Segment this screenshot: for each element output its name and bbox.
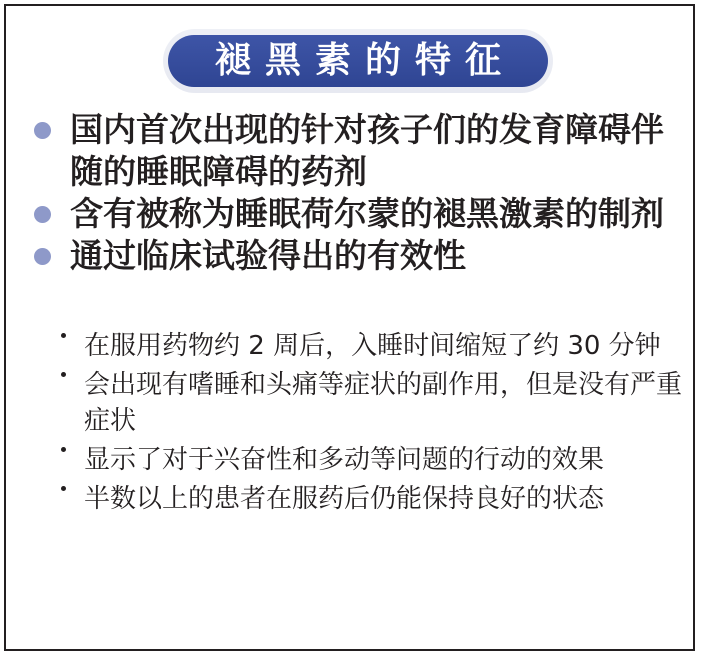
sub-point [56, 328, 682, 364]
main-point [30, 193, 682, 235]
bullet-dot-icon [34, 122, 51, 139]
main-point-text: 国内首次出现的针对孩子们的发育障碍伴随的睡眠障碍的药剂 [70, 110, 664, 191]
page-title: 褪黑素的特征 [214, 40, 515, 81]
title-badge [168, 35, 548, 87]
main-point [30, 109, 682, 193]
sub-point-text: 会出现有嗜睡和头痛等症状的副作用，但是没有严重症状 [84, 370, 683, 436]
sub-point-text: 半数以上的患者在服药后仍能保持良好的状态 [84, 484, 605, 514]
small-bullet-icon [61, 372, 66, 377]
sub-point [56, 442, 682, 478]
main-point [30, 235, 682, 277]
sub-point [56, 367, 682, 439]
small-bullet-icon [61, 486, 66, 491]
bullet-dot-icon [34, 206, 51, 223]
sub-point-text: 在服用药物约 2 周后，入睡时间缩短了约 30 分钟 [84, 331, 661, 361]
document-frame [4, 4, 695, 651]
title-banner [163, 29, 553, 93]
main-point-list [30, 109, 682, 277]
small-bullet-icon [61, 333, 66, 338]
sub-point-text: 显示了对于兴奋性和多动等问题的行动的效果 [84, 445, 605, 475]
main-point-text: 含有被称为睡眠荷尔蒙的褪黑激素的制剂 [70, 194, 664, 233]
sub-point [56, 481, 682, 517]
main-point-text: 通过临床试验得出的有效性 [70, 236, 466, 275]
sub-point-list [56, 328, 682, 520]
bullet-dot-icon [34, 248, 51, 265]
small-bullet-icon [61, 447, 66, 452]
